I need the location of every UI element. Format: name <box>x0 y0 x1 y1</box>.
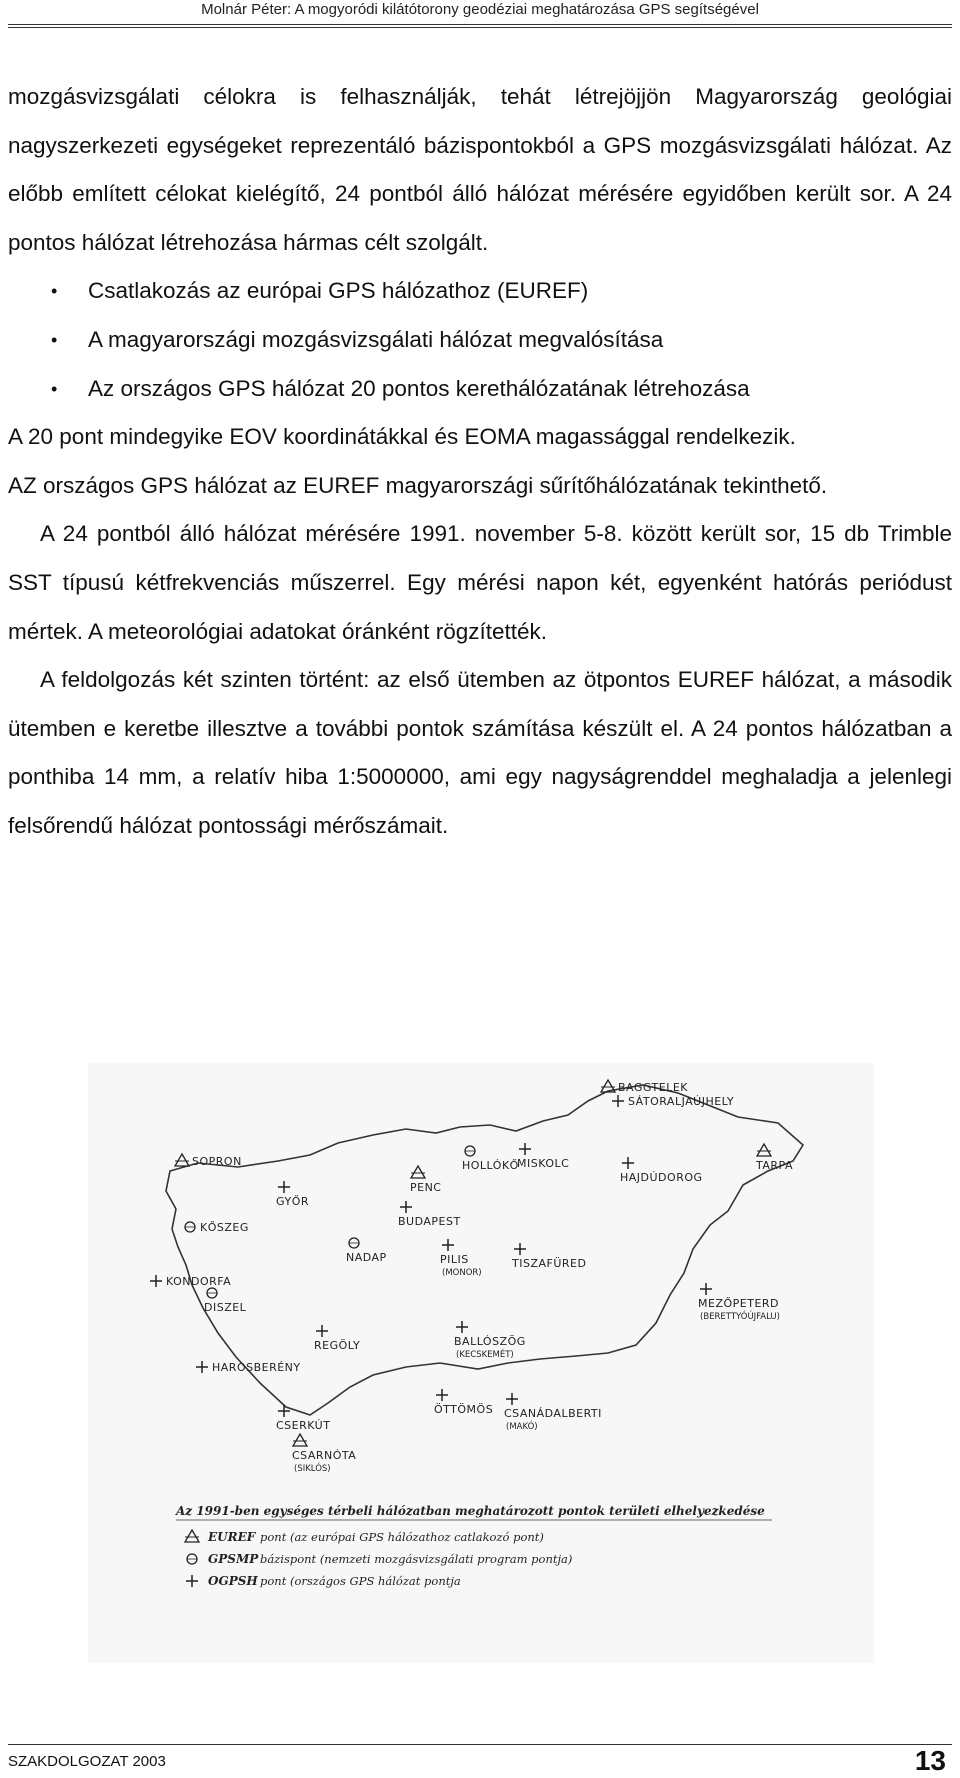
bullet-item <box>8 267 952 316</box>
cross-icon <box>612 1095 624 1107</box>
paragraph-4: A 24 pontból álló hálózat mérésére 1991. november 5-8. között került sor, 15 db Trimble SST típusú kétfrekvenciás műszerrel. Egy mérési napon két, egyenként hatórás periódust mértek. A meteorológiai adatokat óránként rögzítették. <box>8 521 952 644</box>
map-point <box>185 1220 249 1234</box>
map-point <box>698 1283 780 1322</box>
map-point-label: MISKOLC <box>517 1157 570 1170</box>
map-point-label: HAROSBERÉNY <box>212 1361 301 1374</box>
header-rule-double <box>8 27 952 28</box>
map-point <box>517 1143 569 1170</box>
bullet-list <box>8 267 952 413</box>
bullet-dot: • <box>51 329 58 350</box>
legend-title: Az 1991-ben egységes térbeli hálózatban meghatározott pontok területi elhelyezkedése <box>176 1504 765 1518</box>
map-point-label: HAJDÚDOROG <box>620 1171 703 1184</box>
map-point <box>511 1243 586 1270</box>
map-point <box>410 1166 442 1194</box>
map-point <box>504 1393 602 1432</box>
map-point-label: HOLLÓKŐ <box>462 1159 519 1172</box>
map-point-label: KONDORFA <box>166 1275 232 1288</box>
cross-icon <box>436 1389 448 1401</box>
bullet-text: A magyarországi mozgásvizsgálati hálózat megvalósítása <box>88 326 664 352</box>
paragraph-5: A feldolgozás két szinten történt: az első ütemben az ötpontos EUREF hálózat, a második ütemben e keretbe illesztve a további pontok számítása készült el. A 24 pontos hálózatban a ponthiba 14 mm, a relatív hiba 1:5000000, ami egy nagyságrenddel meghaladja a jelenlegi felsőrendű hálózat pontossági mérőszámait. <box>8 667 952 838</box>
map-point-label: TISZAFÜRED <box>512 1257 587 1270</box>
map-point <box>204 1288 247 1314</box>
map-point-label: ÖTTÖMÖS <box>434 1403 494 1416</box>
map-point <box>755 1144 793 1172</box>
map-point-label: BAGGTELEK <box>618 1081 688 1094</box>
map-point-sublabel: (BERETTYÓÚJFALU) <box>700 1312 780 1322</box>
bullet-item <box>8 365 952 414</box>
cross-icon <box>506 1393 518 1405</box>
map-point-label: MEZŐPETERD <box>698 1297 780 1310</box>
map-point <box>292 1434 356 1474</box>
triangle-icon <box>411 1166 425 1178</box>
map-point <box>620 1157 703 1184</box>
cross-icon <box>196 1361 208 1373</box>
bullet-dot: • <box>51 281 58 302</box>
map-point-label: SÁTORALJAÚJHELY <box>628 1095 735 1108</box>
map-point-label: GYŐR <box>276 1195 309 1208</box>
triangle-icon <box>757 1144 771 1156</box>
map-point-sublabel: (KECSKEMÉT) <box>456 1350 514 1360</box>
legend-text: bázispont (nemzeti mozgásvizsgálati program pontja) <box>260 1552 573 1566</box>
page-number: 13 <box>914 1745 946 1776</box>
cross-icon <box>278 1405 290 1417</box>
map-point <box>314 1325 360 1352</box>
legend-item <box>185 1530 544 1544</box>
map-point <box>454 1321 526 1360</box>
map-point-label: CSARNÓTA <box>292 1449 357 1462</box>
map-point <box>276 1405 330 1432</box>
header-rule <box>8 24 952 25</box>
map-point-sublabel: (MONOR) <box>442 1268 482 1278</box>
footer-rule <box>8 1744 952 1745</box>
cross-icon <box>700 1283 712 1295</box>
bullet-dot: • <box>51 378 58 399</box>
map-point <box>462 1146 519 1172</box>
map-point-label: CSERKÚT <box>276 1419 331 1432</box>
legend-text: pont (országos GPS hálózat pontja <box>260 1574 461 1588</box>
hungary-gps-network-map <box>88 1063 874 1663</box>
map-point-label: KŐSZEG <box>200 1221 249 1234</box>
cross-icon <box>150 1275 162 1287</box>
triangle-icon <box>175 1154 189 1166</box>
body-text <box>8 73 952 851</box>
legend-key: GPSMP <box>208 1552 259 1566</box>
map-point-label: REGÖLY <box>314 1339 361 1352</box>
cross-icon <box>278 1181 290 1193</box>
triangle-icon <box>185 1530 199 1542</box>
cross-icon <box>456 1321 468 1333</box>
map-legend <box>175 1504 772 1588</box>
map-point <box>196 1361 301 1374</box>
map-point <box>276 1181 309 1208</box>
map-point-label: PENC <box>410 1181 442 1194</box>
map-point-label: SOPRON <box>192 1155 242 1168</box>
bullet-text: Az országos GPS hálózat 20 pontos kerethálózatának létrehozása <box>88 375 750 401</box>
map-point <box>398 1201 461 1228</box>
cross-icon <box>622 1157 634 1169</box>
map-point-label: BUDAPEST <box>398 1215 461 1228</box>
cross-icon <box>186 1575 198 1587</box>
paragraph-1: mozgásvizsgálati célokra is felhasználják, tehát létrejöjjön Magyarország geológiai nagyszerkezeti egységeket reprezentáló bázispontokból a GPS mozgásvizsgálati hálózat. Az előbb említett célokat kielégítő, 24 pontból álló hálózat mérésére egyidőben került sor. A 24 pontos hálózat létrehozása hármas célt szolgált. <box>8 84 952 255</box>
triangle-icon <box>293 1434 307 1446</box>
map-point <box>346 1238 387 1264</box>
cross-icon <box>519 1143 531 1155</box>
bullet-item <box>8 316 952 365</box>
footer-thesis-label: SZAKDOLGOZAT 2003 <box>8 1753 166 1770</box>
legend-item <box>187 1552 572 1566</box>
map-point-sublabel: (MAKÓ) <box>506 1422 538 1432</box>
map-points <box>150 1080 793 1474</box>
cross-icon <box>400 1201 412 1213</box>
map-point-label: NADAP <box>346 1251 387 1264</box>
map-point-label: BALLÓSZÖG <box>454 1335 526 1348</box>
map-point <box>440 1239 482 1278</box>
map-point <box>175 1154 242 1168</box>
paragraph-3: AZ országos GPS hálózat az EUREF magyarországi sűrítőhálózatának tekinthető. <box>8 472 828 498</box>
legend-item <box>186 1574 461 1588</box>
map-point-label: CSANÁDALBERTI <box>504 1407 602 1420</box>
legend-key: EUREF <box>208 1530 256 1544</box>
legend-key: OGPSH <box>208 1574 258 1588</box>
cross-icon <box>442 1239 454 1251</box>
map-point <box>150 1275 231 1288</box>
map-point-label: PILIS <box>440 1253 469 1266</box>
legend-text: pont (az európai GPS hálózathoz catlakozó pont) <box>260 1530 544 1544</box>
cross-icon <box>514 1243 526 1255</box>
map-point <box>434 1389 493 1416</box>
map-point-label: DISZEL <box>204 1301 247 1314</box>
running-header: Molnár Péter: A mogyoródi kilátótorony geodéziai meghatározása GPS segítségével <box>201 1 759 18</box>
map-point-label: TARPA <box>756 1159 793 1172</box>
cross-icon <box>316 1325 328 1337</box>
map-point <box>601 1080 688 1094</box>
paragraph-2: A 20 pont mindegyike EOV koordinátákkal és EOMA magassággal rendelkezik. <box>8 424 796 450</box>
map-point <box>612 1095 734 1108</box>
map-svg <box>88 1063 874 1663</box>
map-point-sublabel: (SIKLÓS) <box>294 1464 331 1474</box>
bullet-text: Csatlakozás az európai GPS hálózathoz (EUREF) <box>88 278 589 304</box>
